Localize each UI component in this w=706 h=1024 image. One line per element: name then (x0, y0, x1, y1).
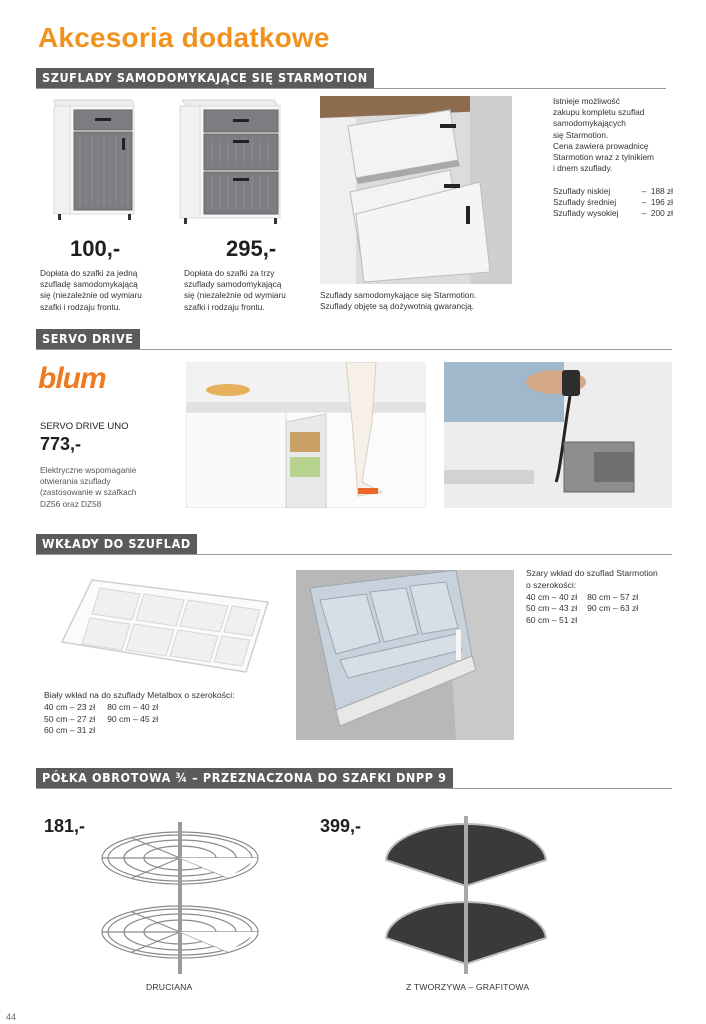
info-line: Starmotion wraz z tylnikiem (553, 152, 654, 163)
grey-row-2 (526, 603, 676, 615)
size-price: 50 cm – 27 zł (44, 713, 96, 724)
three-drawers-description (184, 268, 314, 313)
desc-line: szufladę samodomykającą (40, 279, 138, 290)
one-drawer-description (40, 268, 170, 313)
white-insert-info (44, 690, 294, 737)
divider (36, 349, 672, 350)
wire-shelf-image (92, 820, 268, 978)
grey-insert-intro: o szerokości: (526, 579, 577, 590)
info-line: Istnieje możliwość (553, 96, 620, 106)
price-value: 200 zł (650, 208, 673, 219)
white-row-2 (44, 714, 294, 726)
servo-description (40, 465, 180, 510)
desc-line: Dopłata do szafki za trzy (184, 268, 275, 278)
info-line: samodomykających (553, 118, 626, 129)
grey-row-1 (526, 592, 676, 604)
dash: – (641, 197, 647, 208)
section-header-starmotion: SZUFLADY SAMODOMYKAJĄCE SIĘ STARMOTION (36, 68, 374, 88)
section-header-servo-drive: SERVO DRIVE (36, 329, 140, 349)
size-price: 80 cm – 40 zł (107, 701, 159, 712)
servo-product-name: SERVO DRIVE UNO (40, 421, 129, 432)
section-header-drawer-inserts: WKŁADY DO SZUFLAD (36, 534, 197, 554)
page-number: 44 (6, 1012, 17, 1022)
blum-logo (38, 362, 106, 396)
grey-insert-info (526, 568, 676, 627)
size-price: 50 cm – 43 zł (526, 603, 578, 614)
info-line: zakupu kompletu szuflad (553, 107, 645, 118)
starmotion-drawers-photo (320, 96, 512, 284)
cabinet-one-drawer-image (40, 96, 140, 226)
info-line: się Starmotion. (553, 129, 609, 140)
white-row-1 (44, 702, 294, 714)
desc-line: otwierania szuflady (40, 476, 111, 487)
price-value: 196 zł (650, 197, 673, 208)
grey-insert-photo (296, 570, 514, 740)
starmotion-info (553, 96, 683, 174)
desc-line: DZ56 oraz DZ58 (40, 498, 102, 509)
size-price: 40 cm – 23 zł (44, 701, 96, 712)
white-row-3 (44, 725, 294, 737)
dash: – (641, 186, 647, 196)
divider (36, 788, 672, 789)
servo-price: 773,- (40, 434, 82, 454)
price-row-high (553, 208, 673, 219)
grey-insert-intro: Szary wkład do szuflad Starmotion (526, 568, 658, 578)
servo-mechanism-photo (444, 362, 672, 508)
price-value: 188 zł (650, 186, 673, 196)
white-insert-image (56, 572, 276, 676)
desc-line: szafki i rodzaju frontu. (40, 301, 121, 312)
price-label: Szuflady wysokiej (553, 208, 619, 219)
desc-line: szuflady samodomykającą (184, 279, 282, 290)
dash: – (641, 208, 647, 219)
caption-line: Szuflady samodomykające się Starmotion. (320, 290, 477, 300)
divider (36, 554, 672, 555)
page-title: Akcesoria dodatkowe (38, 22, 330, 53)
price-label: Szuflady średniej (553, 197, 617, 208)
info-line: i dnem szuflady. (553, 163, 613, 174)
desc-line: (zastosowanie w szafkach (40, 487, 137, 498)
desc-line: Elektryczne wspomaganie (40, 465, 137, 475)
starmotion-photo-caption (320, 290, 520, 312)
price-graphite-shelf: 399,- (320, 816, 362, 836)
info-line: Cena zawiera prowadnicę (553, 140, 649, 151)
cabinet-three-drawers-image (170, 96, 290, 236)
size-price: 90 cm – 63 zł (587, 603, 639, 614)
size-price: 40 cm – 40 zł (526, 591, 578, 602)
blum-logo-text: blum (38, 362, 106, 395)
servo-kitchen-photo (186, 362, 426, 508)
price-label: Szuflady niskiej (553, 186, 611, 196)
graphite-shelf-caption: Z TWORZYWA – GRAFITOWA (406, 982, 530, 992)
desc-line: Dopłata do szafki za jedną (40, 268, 138, 278)
section-header-rotating-shelf: PÓŁKA OBROTOWA ¾ – PRZEZNACZONA DO SZAFKI DNPP 9 (36, 768, 453, 788)
size-price: 60 cm – 31 zł (44, 725, 96, 736)
size-price: 60 cm – 51 zł (526, 615, 578, 626)
desc-line: się (niezależnie od wymiaru (40, 290, 142, 301)
divider (36, 88, 666, 89)
price-row-low (553, 186, 673, 197)
graphite-shelf-image (374, 816, 558, 976)
price-three-drawers: 295,- (226, 236, 277, 261)
desc-line: się (niezależnie od wymiaru (184, 290, 286, 301)
grey-row-3 (526, 615, 676, 627)
price-one-drawer: 100,- (70, 236, 121, 261)
size-price: 90 cm – 45 zł (107, 713, 159, 724)
desc-line: szafki i rodzaju frontu. (184, 301, 265, 312)
price-row-medium (553, 197, 673, 208)
white-insert-intro: Biały wkład na do szuflady Metalbox o szerokości: (44, 690, 235, 700)
drawer-price-list (553, 186, 673, 220)
wire-shelf-caption: DRUCIANA (146, 982, 193, 992)
caption-line: Szuflady objęte są dożywotnią gwarancją. (320, 301, 475, 312)
price-wire-shelf: 181,- (44, 816, 86, 836)
size-price: 80 cm – 57 zł (587, 591, 639, 602)
